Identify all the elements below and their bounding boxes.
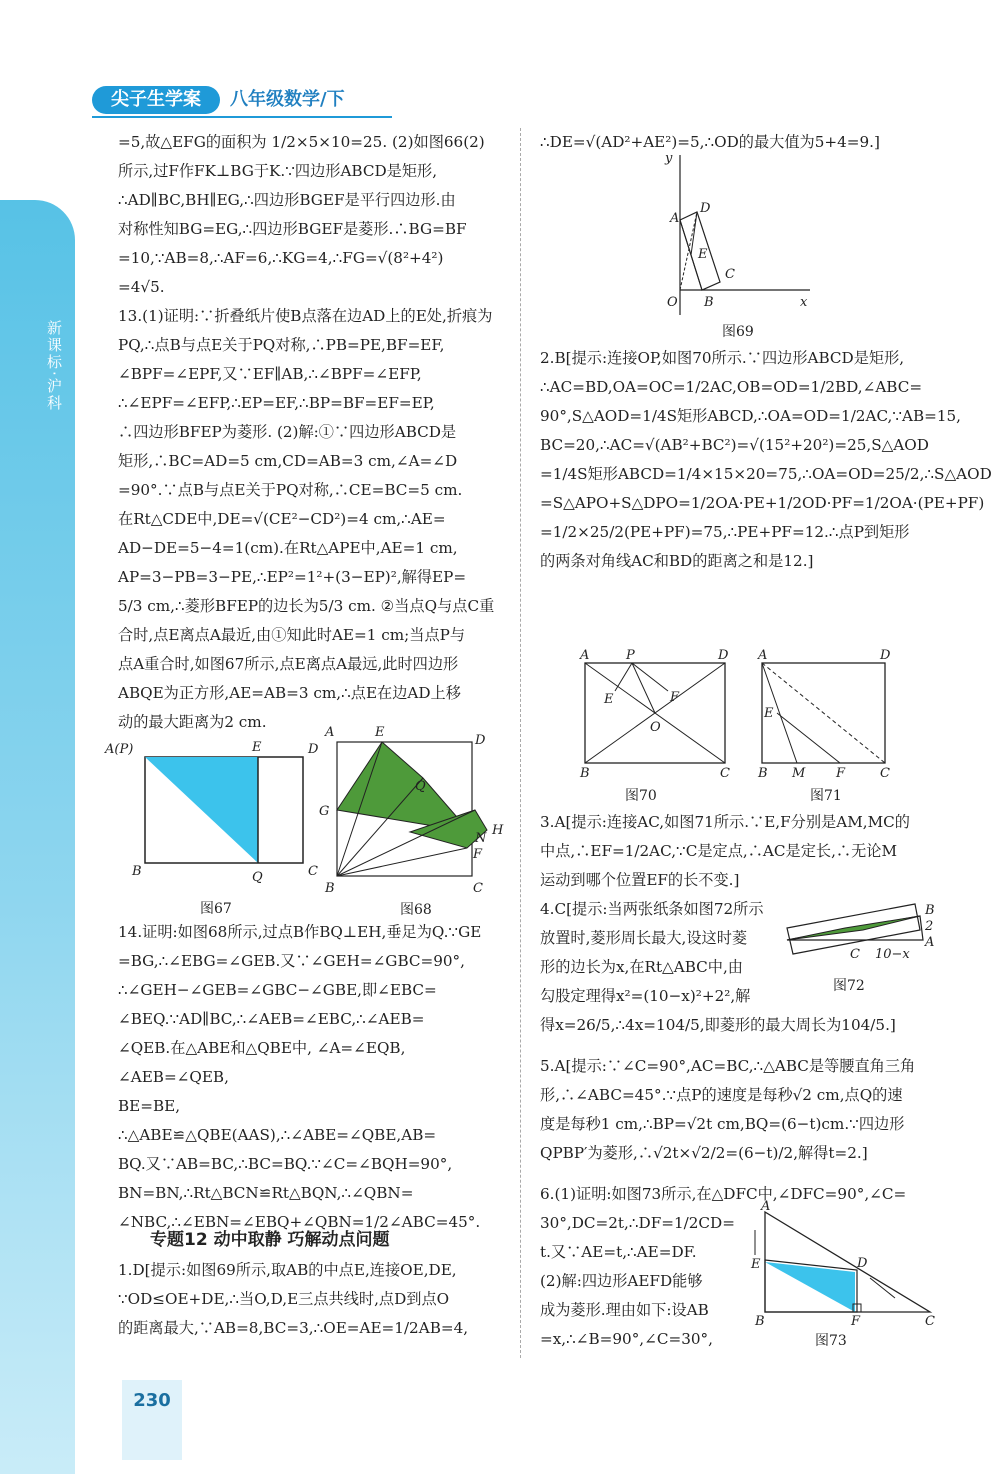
fig73-label: E: [751, 1257, 761, 1272]
text-line: 形,∴∠ABC=45°.∵点P的速度是每秒√2 cm,点Q的速: [540, 1086, 903, 1104]
text-line: 30°,DC=2t,∴DF=1/2CD=: [540, 1214, 735, 1232]
text-line: 动的最大距离为2 cm.: [118, 713, 267, 731]
column-divider: [520, 128, 521, 1358]
text-line: 所示,过F作FK⊥BG于K.∵四边形ABCD是矩形,: [118, 162, 438, 180]
text-line: =10,∵AB=8,∴AF=6,∴KG=4,∴FG=√(8²+4²): [118, 249, 444, 267]
text-line: ∴∠EPF=∠EFP,∴EP=EF,∴BP=BF=EF=EP,: [118, 394, 435, 412]
text-line: 勾股定理得x²=(10−x)²+2²,解: [540, 987, 751, 1005]
text-line: ∴∠GEH−∠GEB=∠GBC−∠GBE,即∠EBC=: [118, 981, 437, 999]
fig68-label: G: [319, 804, 330, 819]
fig68-label: H: [492, 823, 504, 838]
fig71-label: M: [792, 766, 806, 781]
fig71-label: D: [880, 648, 891, 663]
text-line: ∴四边形BFEP为菱形. (2)解:①∵四边形ABCD是: [118, 423, 457, 441]
fig70-label: D: [718, 648, 729, 663]
text-line: AP=3−PB=3−PE,∴EP²=1²+(3−EP)²,解得EP=: [118, 568, 467, 586]
fig71-label: C: [880, 766, 890, 781]
caption-69: 图69: [722, 324, 754, 340]
fig69-label: O: [667, 295, 678, 310]
fig70-label: E: [604, 692, 614, 707]
text-line: ∠BPF=∠EPF,又∵EF∥AB,∴∠BPF=∠EFP,: [118, 365, 422, 383]
fig72-label: 10−x: [875, 947, 910, 962]
text-line: ∠QEB.在△ABE和△QBE中, ∠A=∠EQB,: [118, 1039, 406, 1057]
text-line: 形的边长为x,在Rt△ABC中,由: [540, 958, 743, 976]
text-line: 14.证明:如图68所示,过点B作BQ⊥EH,垂足为Q.∵GE: [118, 923, 482, 941]
text-line: 点A重合时,如图67所示,点E离点A最远,此时四边形: [118, 655, 459, 673]
text-line: ∴AC=BD,OA=OC=1/2AC,OB=OD=1/2BD,∠ABC=: [540, 378, 923, 396]
fig68-label: D: [475, 733, 486, 748]
text-line: ∠BEQ.∵AD∥BC,∴∠AEB=∠EBC,∴∠AEB=: [118, 1010, 425, 1028]
figure-70: [570, 645, 740, 805]
text-line: 合时,点E离点A最近,由①知此时AE=1 cm;当点P与: [118, 626, 466, 644]
fig68-label: E: [375, 725, 385, 740]
fig70-label: A: [580, 648, 590, 663]
right-text-2: [540, 344, 992, 576]
text-line: =5,故△EFG的面积为 1/2×5×10=25. (2)如图66(2): [118, 133, 485, 151]
fig71-label: F: [836, 766, 846, 781]
text-line: 运动到哪个位置EF的长不变.]: [540, 871, 740, 889]
fig73-label: A: [761, 1199, 771, 1214]
text-line: 对称性知BG=EG,∴四边形BGEF是菱形.∴BG=BF: [118, 220, 467, 238]
right-text-5: [540, 1052, 980, 1168]
fig67-label: Q: [252, 870, 263, 885]
text-line: 6.(1)证明:如图73所示,在△DFC中,∠DFC=90°,∠C=: [540, 1185, 907, 1203]
fig69-label: B: [704, 295, 714, 310]
fig70-label: B: [580, 766, 590, 781]
text-line: ∵OD≤OE+DE,∴当O,D,E三点共线时,点D到点O: [118, 1290, 450, 1308]
text-line: ∴AD∥BC,BH∥EG,∴四边形BGEF是平行四边形.由: [118, 191, 456, 209]
fig68-label: B: [325, 881, 335, 896]
text-line: ∴DE=√(AD²+AE²)=5,∴OD的最大值为5+4=9.]: [540, 133, 880, 151]
right-text-3: [540, 808, 980, 895]
fig68-label: F: [473, 847, 483, 862]
text-line: =S△APO+S△DPO=1/2OA·PE+1/2OD·PF=1/2OA·(PE+PF): [540, 494, 985, 512]
fig70-label: F: [670, 690, 680, 705]
fig69-label: y: [665, 151, 673, 166]
text-line: 放置时,菱形周长最大,设这时菱: [540, 929, 748, 947]
text-line: BE=BE,: [118, 1097, 181, 1115]
text-line: ∠NBC,∴∠EBN=∠EBQ+∠QBN=1/2∠ABC=45°.: [118, 1213, 481, 1231]
page-number: 230: [133, 1390, 171, 1411]
page-number-tab: [122, 1380, 182, 1460]
text-line: 5.A[提示:∵∠C=90°,AC=BC,∴△ABC是等腰直角三角: [540, 1057, 916, 1075]
text-line: BQ.又∵AB=BC,∴BC=BQ.∵∠C=∠BQH=90°,: [118, 1155, 453, 1173]
text-line: BC=20,∴AC=√(AB²+BC²)=√(15²+20²)=25,S△AOD: [540, 436, 929, 454]
side-label: 新课标·沪科: [45, 320, 63, 412]
text-line: (2)解:四边形AEFD能够: [540, 1272, 703, 1290]
caption-67: 图67: [200, 901, 232, 917]
fig67-label: D: [308, 742, 319, 757]
fig71-label: B: [758, 766, 768, 781]
fig73-label: C: [925, 1314, 935, 1329]
fig68-label: N: [475, 831, 487, 846]
left-column-mid: [118, 918, 518, 1237]
fig73-label: F: [851, 1314, 861, 1329]
fig67-label: E: [252, 740, 262, 755]
text-line: =1/2×25/2(PE+PF)=75,∴PE+PF=12.∴点P到矩形: [540, 523, 910, 541]
figure-71: [750, 645, 900, 805]
fig69-label: D: [700, 201, 711, 216]
fig71-label: E: [764, 706, 774, 721]
text-line: ∴△ABE≌△QBE(AAS),∴∠ABE=∠QBE,AB=: [118, 1126, 437, 1144]
fig68-label: A: [325, 725, 335, 740]
text-line: =90°.∵点B与点E关于PQ对称,∴CE=BC=5 cm.: [118, 481, 463, 499]
text-line: 矩形,∴BC=AD=5 cm,CD=AB=3 cm,∠A=∠D: [118, 452, 458, 470]
caption-73: 图73: [815, 1333, 847, 1349]
text-line: QPBP′为菱形,∴√2t×√2/2=(6−t)/2,解得t=2.]: [540, 1144, 868, 1162]
fig68-label: C: [473, 881, 483, 896]
caption-68: 图68: [400, 902, 432, 918]
text-line: 的距离最大,∵AB=8,BC=3,∴OE=AE=1/2AB=4,: [118, 1319, 469, 1337]
fig67-label: C: [308, 864, 318, 879]
fig70-label: C: [720, 766, 730, 781]
text-line: 的两条对角线AC和BD的距离之和是12.]: [540, 552, 814, 570]
text-line: =x,∴∠B=90°,∠C=30°,: [540, 1330, 713, 1348]
fig69-label: E: [698, 247, 708, 262]
text-line: 3.A[提示:连接AC,如图71所示.∵E,F分别是AM,MC的: [540, 813, 910, 831]
fig72-label: B: [925, 903, 935, 918]
fig71-label: A: [758, 648, 768, 663]
text-line: ∠AEB=∠QEB,: [118, 1068, 229, 1086]
text-line: 4.C[提示:当两张纸条如图72所示: [540, 900, 764, 918]
text-line: 在Rt△CDE中,DE=√(CE²−CD²)=4 cm,∴AE=: [118, 510, 446, 528]
text-line: 度是每秒1 cm,∴BP=√2t cm,BQ=(6−t)cm.∵四边形: [540, 1115, 905, 1133]
fig72-label: A: [925, 935, 935, 950]
text-line: AD−DE=5−4=1(cm).在Rt△APE中,AE=1 cm,: [118, 539, 458, 557]
fig70-label: O: [650, 720, 661, 735]
text-line: 得x=26/5,∴4x=104/5,即菱形的最大周长为104/5.]: [540, 1016, 896, 1034]
fig72-label: C: [850, 947, 860, 962]
fig69-label: C: [725, 267, 735, 282]
fig67-label: A(P): [105, 742, 134, 757]
text-line: PQ,∴点B与点E关于PQ对称,∴PB=PE,BF=EF,: [118, 336, 445, 354]
text-line: 成为菱形.理由如下:设AB: [540, 1301, 709, 1319]
figure-67: [100, 735, 319, 920]
book-subtitle: 八年级数学/下: [230, 89, 345, 110]
text-line: t.又∵AE=t,∴AE=DF.: [540, 1243, 697, 1261]
book-brand: 尖子生学案: [92, 86, 220, 114]
fig69-label: x: [800, 295, 808, 310]
figure-69: [650, 150, 820, 350]
text-line: =BG,∴∠EBG=∠GEB.又∵∠GEH=∠GBC=90°,: [118, 952, 465, 970]
text-line: BN=BN,∴Rt△BCN≌Rt△BQN,∴∠QBN=: [118, 1184, 414, 1202]
fig68-label: Q: [415, 779, 426, 794]
topic-title: 专题12 动中取静 巧解动点问题: [150, 1230, 390, 1250]
left-column-top: [118, 128, 513, 737]
text-line: 中点,∴EF=1/2AC,∵C是定点,∴AC是定长,∴无论M: [540, 842, 898, 860]
caption-71: 图71: [810, 788, 842, 804]
caption-70: 图70: [625, 788, 657, 804]
left-column-bottom: [118, 1256, 518, 1343]
text-line: 5/3 cm,∴菱形BFEP的边长为5/3 cm. ②当点Q与点C重: [118, 597, 495, 615]
fig67-label: B: [132, 864, 142, 879]
text-line: 90°,S△AOD=1/4S矩形ABCD,∴OA=OD=1/2AC,∵AB=15,: [540, 407, 962, 425]
fig72-label: 2: [925, 919, 934, 934]
fig70-label: P: [626, 648, 635, 663]
fig73-label: D: [857, 1256, 868, 1271]
caption-72: 图72: [833, 978, 865, 994]
header-rule: [92, 116, 392, 118]
text-line: 13.(1)证明:∵折叠纸片使B点落在边AD上的E处,折痕为: [118, 307, 493, 325]
text-line: =4√5.: [118, 278, 165, 296]
figure-73: [745, 1200, 945, 1355]
text-line: 2.B[提示:连接OP,如图70所示.∵四边形ABCD是矩形,: [540, 349, 905, 367]
text-line: 1.D[提示:如图69所示,取AB的中点E,连接OE,DE,: [118, 1261, 457, 1279]
fig69-label: A: [670, 211, 680, 226]
figure-68: [315, 720, 515, 920]
figure-72: [785, 898, 945, 1003]
text-line: ABQE为正方形,AE=AB=3 cm,∴点E在边AD上移: [118, 684, 461, 702]
fig73-label: B: [755, 1314, 765, 1329]
text-line: =1/4S矩形ABCD=1/4×15×20=75,∴OA=OD=25/2,∴S△AOD: [540, 465, 992, 483]
